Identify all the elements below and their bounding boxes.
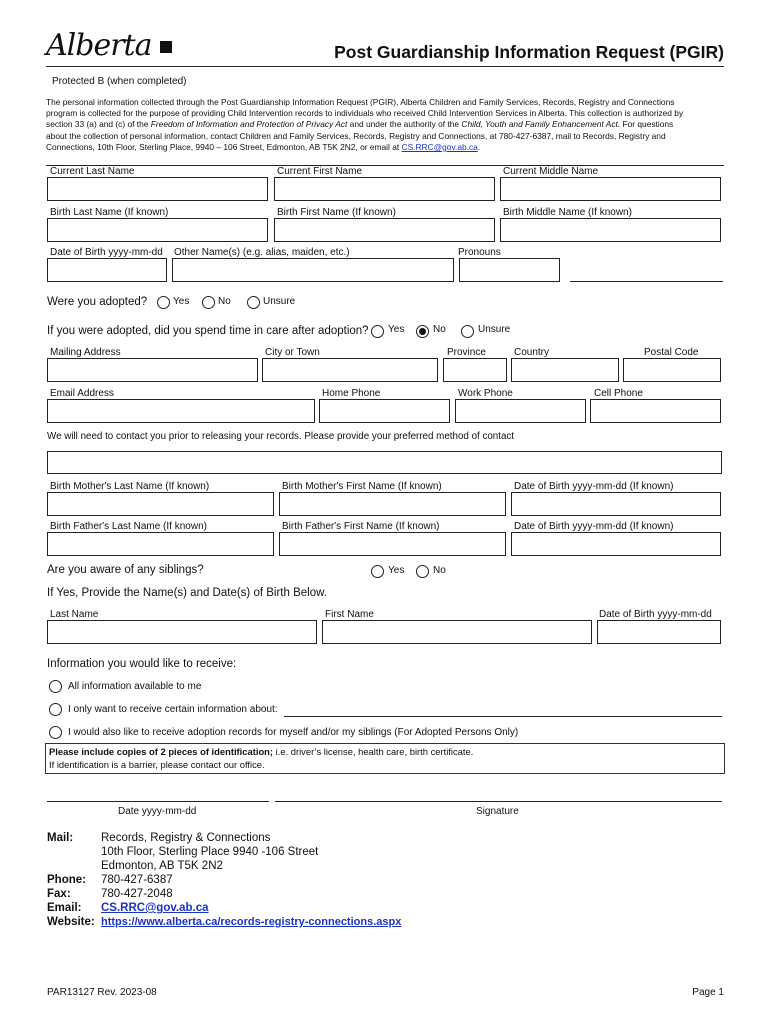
mother-dob-label: Date of Birth yyyy-mm-dd (If known) [514, 481, 674, 492]
current-first-label: Current First Name [277, 166, 363, 177]
privacy-line [46, 142, 726, 153]
other-names-label: Other Name(s) (e.g. alias, maiden, etc.) [174, 247, 350, 258]
receive-certain-label: I only want to receive certain information about: [68, 704, 278, 715]
current-last-input[interactable] [47, 177, 268, 201]
receive-all-radio[interactable] [49, 680, 62, 693]
mother-dob-input[interactable] [511, 492, 721, 516]
mother-first-label: Birth Mother's First Name (If known) [282, 481, 442, 492]
mailing-input[interactable] [47, 358, 258, 382]
city-label: City or Town [265, 347, 320, 358]
sibling-last-input[interactable] [47, 620, 317, 644]
siblings-yes-radio[interactable] [371, 565, 384, 578]
current-middle-label: Current Middle Name [503, 166, 599, 177]
mail-line-1: Records, Registry & Connections [101, 832, 271, 844]
sibling-dob-label: Date of Birth yyyy-mm-dd [599, 609, 712, 620]
birth-middle-input[interactable] [500, 218, 721, 242]
logo-wordmark: Alberta [46, 28, 152, 63]
work-phone-label: Work Phone [458, 388, 513, 399]
postal-input[interactable] [623, 358, 721, 382]
cell-phone-label: Cell Phone [594, 388, 643, 399]
care-unsure-radio[interactable] [461, 325, 474, 338]
adopted-unsure-label: Unsure [263, 296, 296, 307]
website-link[interactable]: https://www.alberta.ca/records-registry-connections.aspx [101, 916, 402, 928]
siblings-question: Are you aware of any siblings? [47, 564, 204, 576]
privacy-line: about the collection of personal information, contact Children and Family Services, Records, Registry and Connections, at 780-427-6387, mail to Records, Registry and [46, 130, 666, 141]
current-first-input[interactable] [274, 177, 495, 201]
privacy-text: For questions [620, 119, 674, 130]
province-input[interactable] [443, 358, 507, 382]
privacy-line: program is collected for the purpose of providing Child Intervention records to individuals who received Child Intervention Services in Alberta. This collection is authorized by [46, 108, 684, 119]
id-note-line2: If identification is a barrier, please contact our office. [49, 759, 265, 770]
postal-label: Postal Code [644, 347, 699, 358]
care-no-radio[interactable] [416, 325, 429, 338]
privacy-text: section 33 (a) and (c) of the [46, 119, 151, 130]
birth-last-input[interactable] [47, 218, 268, 242]
phone-value: 780-427-6387 [101, 874, 173, 886]
pronouns-label: Pronouns [458, 247, 501, 258]
id-note-bold: Please include copies of 2 pieces of identification; [49, 746, 274, 757]
identification-note [45, 743, 725, 774]
care-yes-label: Yes [388, 324, 405, 335]
privacy-text: . [477, 141, 481, 152]
section-rule [46, 165, 724, 166]
receive-heading: Information you would like to receive: [47, 658, 237, 670]
mail-key: Mail: [47, 832, 74, 844]
care-unsure-label: Unsure [478, 324, 511, 335]
privacy-line [46, 119, 726, 130]
country-input[interactable] [511, 358, 619, 382]
home-phone-label: Home Phone [322, 388, 381, 399]
sibling-last-label: Last Name [50, 609, 99, 620]
birth-first-label: Birth First Name (If known) [277, 207, 396, 218]
birth-first-input[interactable] [274, 218, 495, 242]
receive-adoption-radio[interactable] [49, 726, 62, 739]
form-code: PAR13127 Rev. 2023-08 [47, 987, 157, 998]
contact-pref-input[interactable] [47, 451, 722, 474]
father-dob-label: Date of Birth yyyy-mm-dd (If known) [514, 521, 674, 532]
adopted-yes-label: Yes [173, 296, 190, 307]
current-middle-input[interactable] [500, 177, 721, 201]
care-yes-radio[interactable] [371, 325, 384, 338]
siblings-no-label: No [433, 565, 446, 576]
website-key: Website: [47, 916, 95, 928]
privacy-statement [46, 97, 726, 153]
phone-key: Phone: [47, 874, 86, 886]
pronouns-extra-line [570, 281, 723, 282]
mother-last-label: Birth Mother's Last Name (If known) [50, 481, 210, 492]
adopted-no-radio[interactable] [202, 296, 215, 309]
alberta-logo [46, 28, 172, 68]
mailing-label: Mailing Address [50, 347, 121, 358]
dob-input[interactable] [47, 258, 167, 282]
privacy-act-name: Freedom of Information and Protection of Privacy Act [150, 119, 348, 130]
care-no-label: No [433, 324, 446, 335]
logo-flag-icon [160, 41, 172, 53]
adopted-no-label: No [218, 296, 231, 307]
privacy-act-name: Child, Youth and Family Enhancement Act. [461, 119, 621, 130]
mother-first-input[interactable] [279, 492, 506, 516]
header-rule [46, 66, 724, 67]
page-number: Page 1 [692, 987, 724, 998]
date-signature-line [47, 801, 269, 802]
country-label: Country [514, 347, 550, 358]
siblings-no-radio[interactable] [416, 565, 429, 578]
privacy-text: and under the authority of the [347, 119, 462, 130]
father-last-label: Birth Father's Last Name (If known) [50, 521, 207, 532]
sibling-first-input[interactable] [322, 620, 592, 644]
birth-last-label: Birth Last Name (If known) [50, 207, 169, 218]
email-input[interactable] [47, 399, 315, 423]
protected-label: Protected B (when completed) [52, 76, 187, 87]
sibling-first-label: First Name [325, 609, 374, 620]
adopted-yes-radio[interactable] [157, 296, 170, 309]
birth-middle-label: Birth Middle Name (If known) [503, 207, 632, 218]
current-last-label: Current Last Name [50, 166, 135, 177]
other-names-input[interactable] [172, 258, 454, 282]
receive-certain-line [284, 716, 722, 717]
email-key: Email: [47, 902, 82, 914]
fax-value: 780-427-2048 [101, 888, 173, 900]
mail-line-2: 10th Floor, Sterling Place 9940 -106 Street [101, 846, 319, 858]
privacy-line: The personal information collected through the Post Guardianship Information Request (PGIR), Alberta Children and Family Services, Records, Registry and Connections [46, 97, 675, 107]
page-title: Post Guardianship Information Request (PGIR) [334, 42, 724, 62]
email-link[interactable]: CS.RRC@gov.ab.ca [101, 902, 209, 914]
city-input[interactable] [262, 358, 438, 382]
adopted-unsure-radio[interactable] [247, 296, 260, 309]
dob-label: Date of Birth yyyy-mm-dd [50, 247, 163, 258]
father-last-input[interactable] [47, 532, 274, 556]
cell-phone-input[interactable] [590, 399, 721, 423]
care-question: If you were adopted, did you spend time in care after adoption? [47, 325, 369, 337]
signature-label: Signature [476, 806, 519, 817]
privacy-text: Connections, 10th Floor, Sterling Place, 9940 – 106 Street, Edmonton, AB T5K 2N2, or email at [46, 141, 402, 152]
signature-line [275, 801, 722, 802]
date-signature-label: Date yyyy-mm-dd [118, 806, 197, 817]
receive-all-label: All information available to me [68, 681, 202, 692]
privacy-email-link[interactable]: CS.RRC@gov.ab.ca [401, 141, 478, 152]
contact-pref-label: We will need to contact you prior to releasing your records. Please provide your preferred method of contact [47, 431, 515, 442]
id-note-line1 [49, 746, 473, 757]
siblings-yes-label: Yes [388, 565, 405, 576]
home-phone-input[interactable] [319, 399, 450, 423]
mail-line-3: Edmonton, AB T5K 2N2 [101, 860, 223, 872]
adopted-question: Were you adopted? [47, 296, 148, 308]
receive-certain-radio[interactable] [49, 703, 62, 716]
sibling-dob-input[interactable] [597, 620, 721, 644]
province-label: Province [447, 347, 486, 358]
email-label: Email Address [50, 388, 114, 399]
mother-last-input[interactable] [47, 492, 274, 516]
siblings-provide-text: If Yes, Provide the Name(s) and Date(s) of Birth Below. [47, 587, 327, 599]
fax-key: Fax: [47, 888, 71, 900]
id-note-rest: i.e. driver’s license, health care, birth certificate. [273, 746, 474, 757]
father-first-label: Birth Father's First Name (If known) [282, 521, 440, 532]
receive-adoption-label: I would also like to receive adoption records for myself and/or my siblings (For Adopted Persons Only) [68, 727, 519, 738]
father-dob-input[interactable] [511, 532, 721, 556]
work-phone-input[interactable] [455, 399, 586, 423]
father-first-input[interactable] [279, 532, 506, 556]
pronouns-input[interactable] [459, 258, 560, 282]
